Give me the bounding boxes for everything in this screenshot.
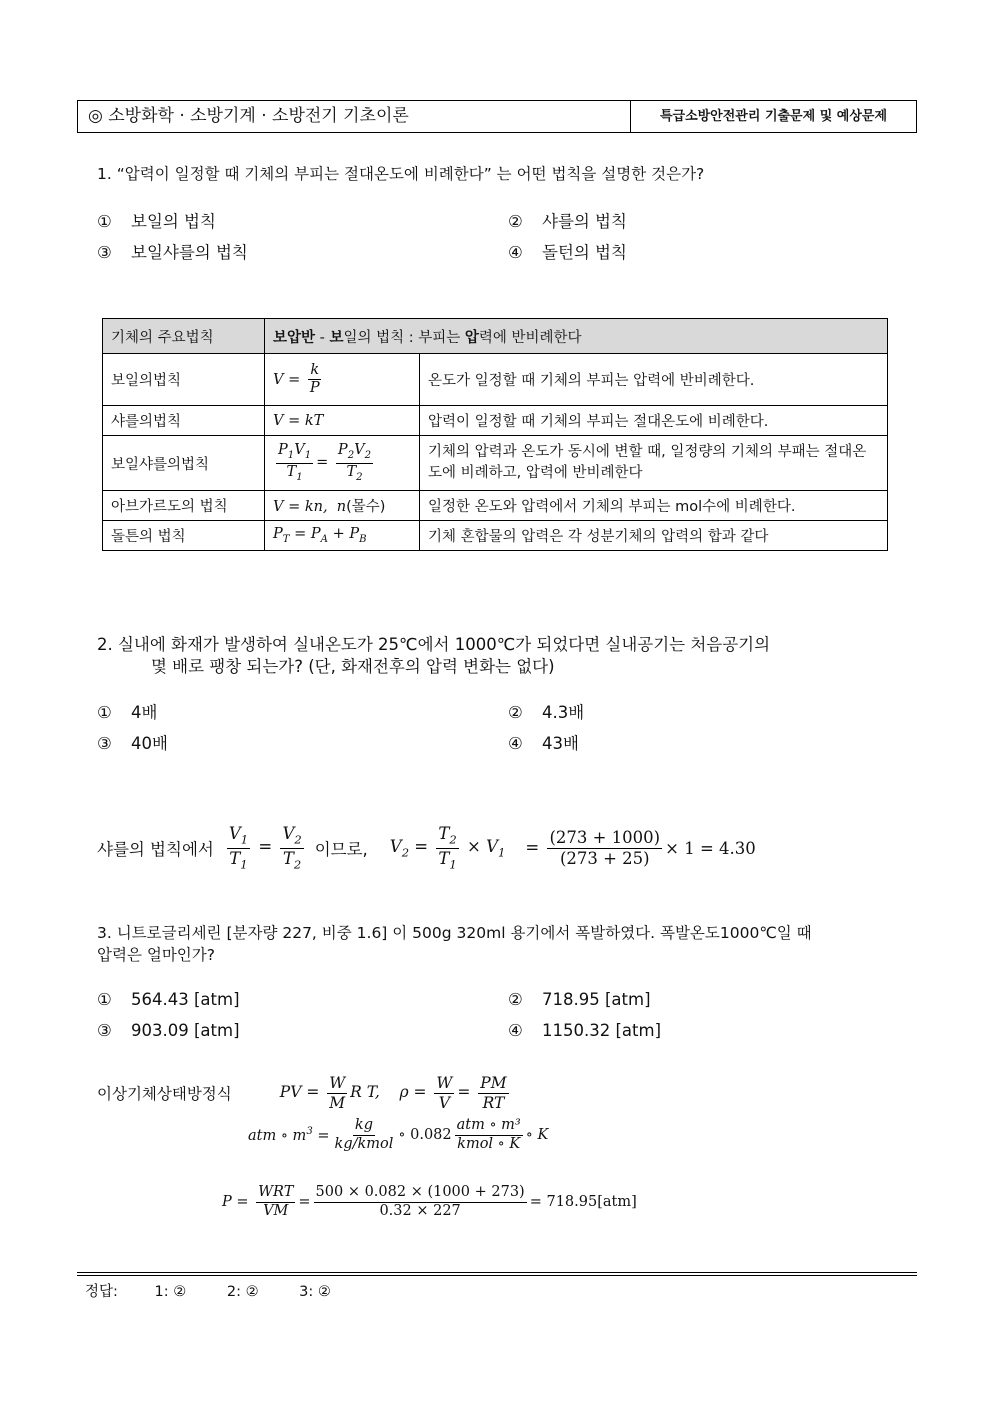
q3-solution-eq1: 이상기체상태방정식 PV = $\frac{W}{M}$ R T, ρ = $\frac{W}{V}$ = $\frac{PM}{RT}$ [97, 1073, 507, 1112]
q2-solution-mid: 이므로, [314, 840, 368, 859]
page-header [77, 100, 917, 133]
q2-solution: 샤를의 법칙에서 $\frac{V_1}{T_1}$ = $\frac{V_2}{T_2}$ 이므로, $V_2$ = $\frac{T_2}{T_1}$ × $V_1$ = $\frac{(273 + 1000)}{(273 + 25)}$ × 1 = 4.30 [97, 824, 756, 871]
q2-solution-prefix: 샤를의 법칙에서 [97, 840, 214, 859]
q1-option-2: ② 샤를의 법칙 [508, 212, 627, 231]
law-formula: $P_T = P_A + P_B$ [265, 521, 420, 551]
footer-divider [77, 1272, 917, 1273]
q3-option-2: ② 718.95 [atm] [508, 990, 651, 1009]
table-header-left: 기체의 주요법칙 [103, 319, 265, 354]
law-desc: 기체 혼합물의 압력은 각 성분기체의 압력의 합과 같다 [420, 521, 888, 551]
law-name: 돌튼의 법칙 [103, 521, 265, 551]
law-formula: V = kT [265, 406, 420, 436]
law-desc: 압력이 일정할 때 기체의 부피는 절대온도에 비례한다. [420, 406, 888, 436]
answer-key [85, 1280, 331, 1301]
question-3-line2: 압력은 얼마인가? [97, 946, 215, 964]
gas-laws-table [102, 318, 888, 551]
header-title: ◎ 소방화학 · 소방기계 · 소방전기 기초이론 [88, 106, 409, 126]
question-2-line1: 2. 실내에 화재가 발생하여 실내온도가 25℃에서 1000℃가 되었다면 실내공기는 처음공기의 [97, 635, 771, 654]
question-1-text: 1. “압력이 일정할 때 기체의 부피는 절대온도에 비례한다” 는 어떤 법칙을 설명한 것은가? [97, 165, 705, 183]
footer-divider [77, 1275, 917, 1276]
q3-result: = 718.95[atm] [529, 1194, 637, 1210]
q1-option-1: ① 보일의 법칙 [97, 212, 216, 231]
q3-solution-label: 이상기체상태방정식 [97, 1085, 232, 1103]
question-3-line1: 3. 니트로글리세린 [분자량 227, 비중 1.6] 이 500g 320ml 용기에서 폭발하였다. 폭발온도1000℃일 때 [97, 924, 812, 942]
q3-option-1: ① 564.43 [atm] [97, 990, 240, 1009]
table-row [103, 491, 888, 521]
law-desc: 온도가 일정할 때 기체의 부피는 압력에 반비례한다. [420, 354, 888, 406]
law-name: 보일샤를의법칙 [103, 436, 265, 491]
q2-option-3: ③ 40배 [97, 734, 168, 753]
table-row [103, 354, 888, 406]
q2-option-2: ② 4.3배 [508, 703, 585, 722]
q3-option-4: ④ 1150.32 [atm] [508, 1021, 662, 1040]
law-name: 샤를의법칙 [103, 406, 265, 436]
answer-item: 2: ② [226, 1284, 259, 1300]
q3-solution-units: atm ∘ $m^3$ = $\frac{kg}{\text{kg/kmol}}$ ∘ 0.082 $\frac{\text{atm ∘ m³}}{\text{kmol ∘ K}}$ ∘ K [248, 1117, 549, 1152]
table-row [103, 406, 888, 436]
table-header-right: 보압반 - 보일의 법칙 : 부피는 압력에 반비례한다 [265, 319, 888, 354]
law-name: 보일의법칙 [103, 354, 265, 406]
table-row [103, 521, 888, 551]
law-name: 아브가르도의 법칙 [103, 491, 265, 521]
law-formula: $\frac{P_1V_1}{T_1}$ = $\frac{P_2V_2}{T_2}$ [265, 436, 420, 491]
answer-item: 3: ② [299, 1284, 331, 1300]
answer-label: 정답: [85, 1284, 118, 1300]
q2-option-4: ④ 43배 [508, 734, 579, 753]
header-subtitle: 특급소방안전관리 기출문제 및 예상문제 [630, 101, 916, 132]
q2-option-1: ① 4배 [97, 703, 158, 722]
law-formula: V = $\frac{k}{P}$ [265, 354, 420, 406]
q3-option-3: ③ 903.09 [atm] [97, 1021, 240, 1040]
law-formula: V = kn, n(몰수) [265, 491, 420, 521]
q3-solution-pressure: P = $\frac{\text{WRT}}{VM}$ = $\frac{500 \times 0.082 \times (1000 + 273)}{0.32 \times 227}$ = 718.95[atm] [222, 1184, 637, 1219]
law-desc: 기체의 압력과 온도가 동시에 변할 때, 일정량의 기체의 부패는 절대온도에 비례하고, 압력에 반비례한다 [420, 436, 888, 491]
table-header-row [103, 319, 888, 354]
q1-option-4: ④ 돌턴의 법칙 [508, 243, 627, 262]
law-desc: 일정한 온도와 압력에서 기체의 부피는 mol수에 비례한다. [420, 491, 888, 521]
q1-option-3: ③ 보일샤를의 법칙 [97, 243, 248, 262]
table-row [103, 436, 888, 491]
question-2-line2: 몇 배로 팽창 되는가? (단, 화재전후의 압력 변화는 없다) [151, 657, 555, 676]
answer-item: 1: ② [154, 1284, 187, 1300]
q2-solution-result: × 1 = 4.30 [665, 838, 756, 858]
